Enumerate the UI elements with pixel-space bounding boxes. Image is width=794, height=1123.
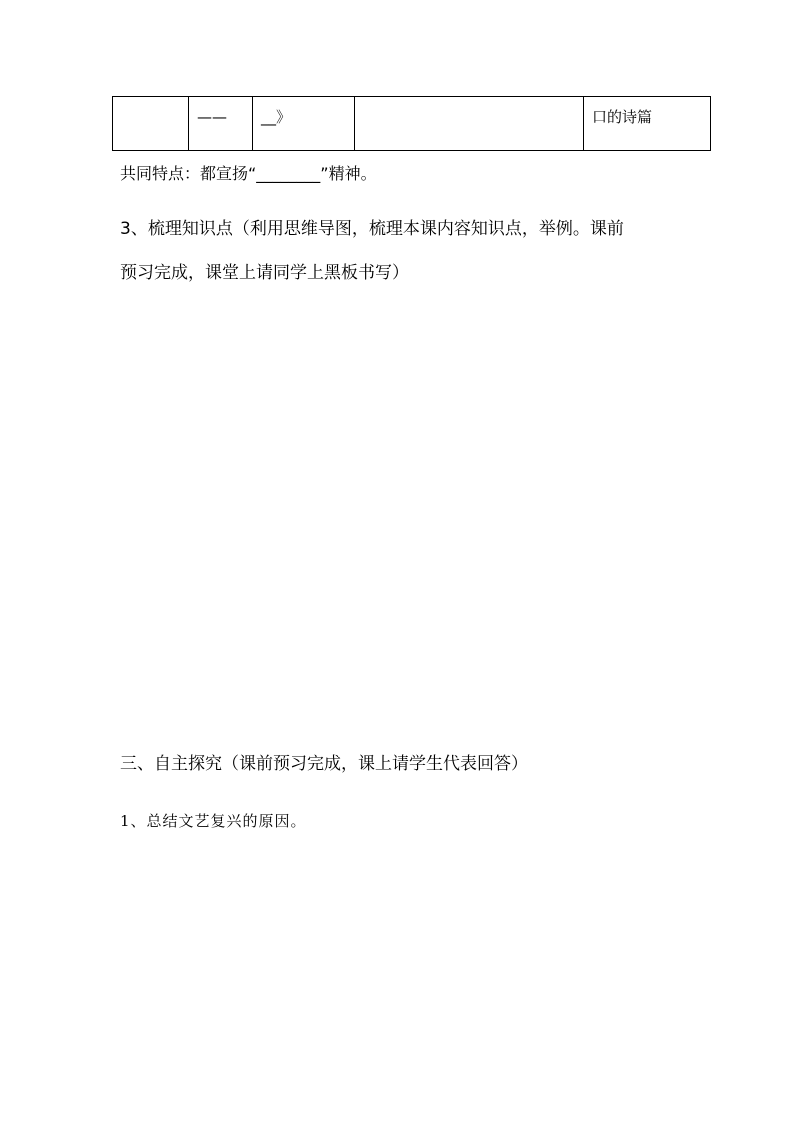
table-cell <box>584 97 711 151</box>
question-1: 1、总结文艺复兴的原因。 <box>120 812 307 830</box>
table-row <box>113 97 711 151</box>
section-3-line-2: 预习完成，课堂上请同学上黑板书写） <box>120 263 409 283</box>
table-cell <box>113 97 189 151</box>
section-3-line-1: 3、梳理知识点（利用思维导图，梳理本课内容知识点，举例。课前 <box>120 219 624 239</box>
cell-text: —— <box>197 108 227 126</box>
table-cell <box>189 97 253 151</box>
table-cell <box>355 97 584 151</box>
part-3-heading: 三、自主探究（课前预习完成，课上请学生代表回答） <box>120 754 528 774</box>
cell-text: __》 <box>261 108 292 126</box>
works-table <box>112 96 710 151</box>
cell-text <box>113 97 188 107</box>
cell-text <box>355 97 583 107</box>
common-feature-line: 共同特点：都宣扬“________”精神。 <box>120 164 377 183</box>
table-cell <box>253 97 355 151</box>
cell-text: 口的诗篇 <box>592 108 653 126</box>
works-table-grid <box>112 96 711 151</box>
